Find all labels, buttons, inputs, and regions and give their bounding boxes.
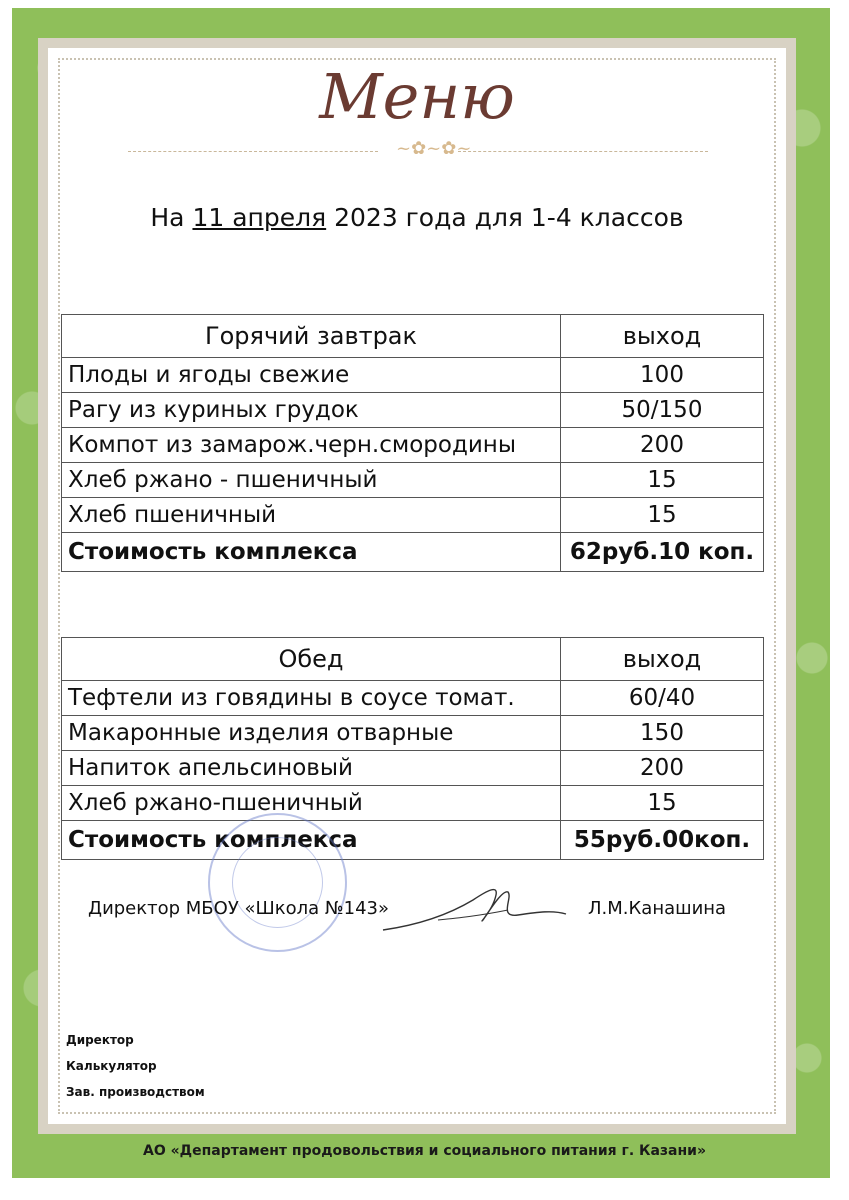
dish-yield: 60/40 xyxy=(561,681,764,716)
director-name: Л.М.Канашина xyxy=(588,898,727,919)
dish-name: Хлеб ржано - пшеничный xyxy=(62,463,561,498)
header-dish: Горячий завтрак xyxy=(62,315,561,358)
header-yield: выход xyxy=(561,638,764,681)
dish-yield: 150 xyxy=(561,716,764,751)
table-row xyxy=(62,751,764,786)
table-row xyxy=(62,681,764,716)
page-title: Меню xyxy=(319,60,515,133)
dish-yield: 15 xyxy=(561,498,764,533)
dish-name: Хлеб ржано-пшеничный xyxy=(62,786,561,821)
date-suffix: 2023 года для 1-4 классов xyxy=(326,203,684,232)
footer-organization: АО «Департамент продовольствия и социального питания г. Казани» xyxy=(142,1143,707,1159)
dish-yield: 15 xyxy=(561,463,764,498)
dish-name: Рагу из куриных грудок xyxy=(62,393,561,428)
approval-production: Зав. производством xyxy=(66,1085,205,1099)
ornament-line-left xyxy=(128,151,378,152)
total-label: Стоимость комплекса xyxy=(62,821,561,860)
stamp-seal xyxy=(208,813,347,952)
lunch-table xyxy=(61,637,764,860)
date-day: 11 апреля xyxy=(192,203,327,232)
table-header-row xyxy=(62,638,764,681)
dish-yield: 200 xyxy=(561,751,764,786)
menu-card xyxy=(48,48,786,1124)
table-row xyxy=(62,716,764,751)
swirl-icon: ~✿~✿~ xyxy=(396,138,472,159)
breakfast-table xyxy=(61,314,764,572)
dish-name: Макаронные изделия отварные xyxy=(62,716,561,751)
dish-name: Тефтели из говядины в соусе томат. xyxy=(62,681,561,716)
total-price: 55руб.00коп. xyxy=(561,821,764,860)
dish-yield: 50/150 xyxy=(561,393,764,428)
dish-name: Компот из замарож.черн.смородины xyxy=(62,428,561,463)
dish-name: Хлеб пшеничный xyxy=(62,498,561,533)
dish-yield: 200 xyxy=(561,428,764,463)
dish-name: Плоды и ягоды свежие xyxy=(62,358,561,393)
ornament-line-right xyxy=(458,151,708,152)
table-row xyxy=(62,786,764,821)
menu-date xyxy=(48,203,786,232)
total-row xyxy=(62,821,764,860)
table-row xyxy=(62,428,764,463)
table-header-row xyxy=(62,315,764,358)
signature-scribble xyxy=(378,880,568,940)
dish-yield: 15 xyxy=(561,786,764,821)
table-row xyxy=(62,393,764,428)
approval-calculator: Калькулятор xyxy=(66,1059,157,1073)
director-position: Директор МБОУ «Школа №143» xyxy=(88,898,390,919)
approval-director: Директор xyxy=(66,1033,134,1047)
total-label: Стоимость комплекса xyxy=(62,533,561,572)
date-prefix: На xyxy=(150,203,193,232)
total-price: 62руб.10 коп. xyxy=(561,533,764,572)
header-dish: Обед xyxy=(62,638,561,681)
dish-yield: 100 xyxy=(561,358,764,393)
header-yield: выход xyxy=(561,315,764,358)
table-row xyxy=(62,498,764,533)
title-ornament xyxy=(128,138,708,159)
total-row xyxy=(62,533,764,572)
dish-name: Напиток апельсиновый xyxy=(62,751,561,786)
table-row xyxy=(62,358,764,393)
table-row xyxy=(62,463,764,498)
